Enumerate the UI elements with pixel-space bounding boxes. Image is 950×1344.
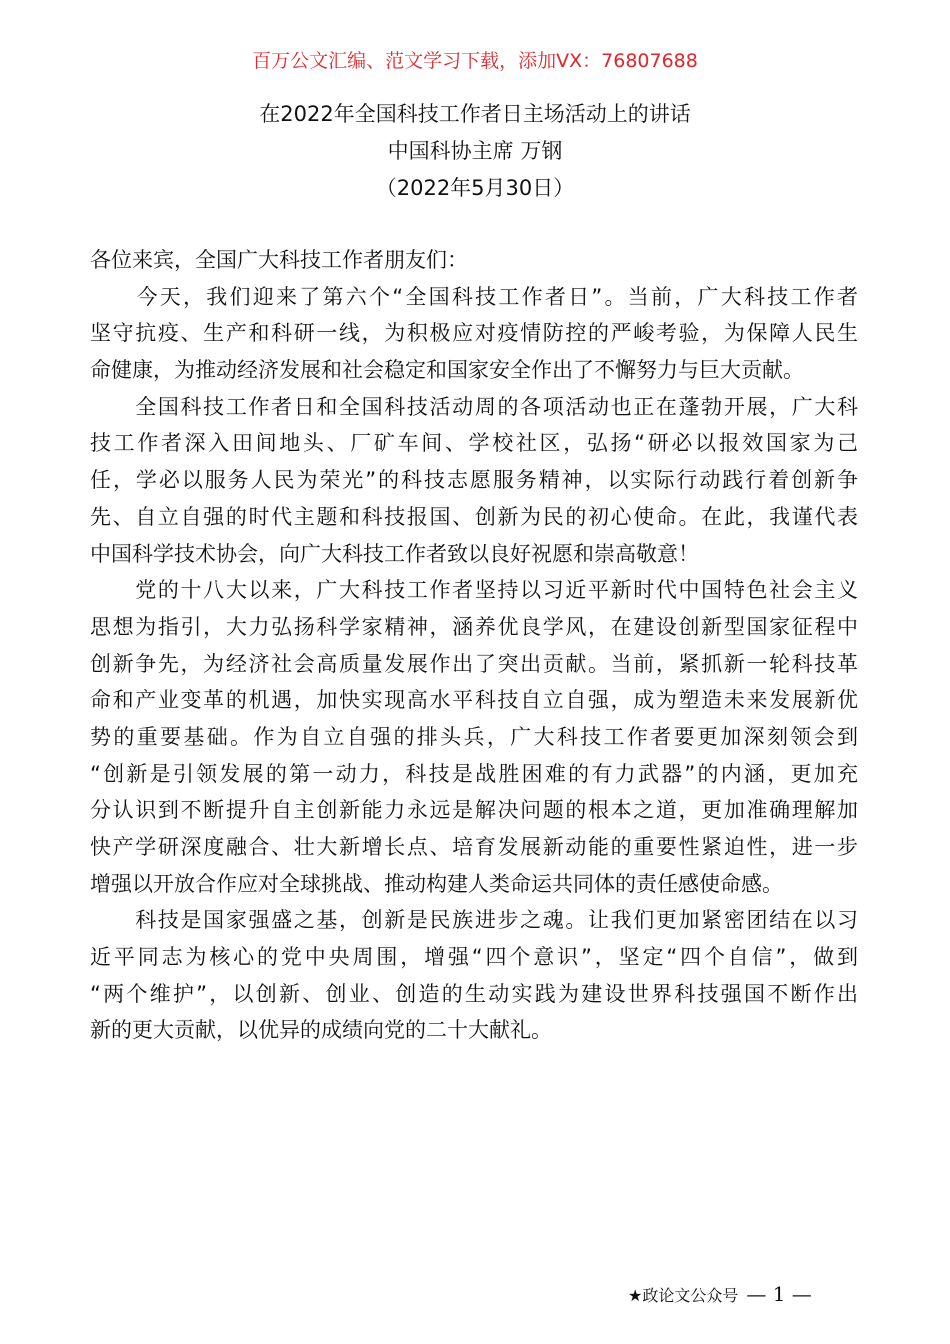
text-line: 命和产业变革的机遇，加快实现高水平科技自立自强，成为塑造未来发展新优 bbox=[90, 688, 858, 713]
text-line: 创新争先，为经济社会高质量发展作出了突出贡献。当前，紧抓新一轮科技革 bbox=[90, 651, 858, 676]
text-line: 快产学研深度融合、壮大新增长点、培育发展新动能的重要性紧迫性，进一步 bbox=[90, 835, 858, 859]
text-line: 中国科学技术协会，向广大科技工作者致以良好祝愿和崇高敬意！ bbox=[90, 541, 699, 566]
text-line: 思想为指引，大力弘扬科学家精神，涵养优良学风，在建设创新型国家征程中 bbox=[90, 614, 858, 639]
watermark-banner: 百万公文汇编、范文学习下载，添加VX：76807688 bbox=[252, 50, 698, 72]
text-line: 全国科技工作者日和全国科技活动周的各项活动也正在蓬勃开展，广大科 bbox=[90, 394, 858, 419]
page-footer bbox=[628, 1282, 812, 1306]
text-line: 各位来宾，全国广大科技工作者朋友们： bbox=[90, 248, 468, 272]
text-line: 增强以开放合作应对全球挑战、推动构建人类命运共同体的责任感使命感。 bbox=[90, 871, 783, 896]
paragraph bbox=[90, 279, 858, 389]
text-line: 科技是国家强盛之基，创新是民族进步之魂。让我们更加紧密团结在以习 bbox=[90, 908, 858, 933]
text-line: 党的十八大以来，广大科技工作者坚持以习近平新时代中国特色社会主义 bbox=[90, 578, 858, 603]
text-line: 分认识到不断提升自主创新能力永远是解决问题的根本之道，更加准确理解加 bbox=[90, 798, 858, 823]
text-line: 任，学必以服务人民为荣光”的科技志愿服务精神，以实际行动践行着创新争 bbox=[90, 468, 858, 493]
text-line: “创新是引领发展的第一动力，科技是战胜困难的有力武器”的内涵，更加充 bbox=[90, 761, 858, 786]
text-line: 先、自立自强的时代主题和科技报国、创新为民的初心使命。在此，我谨代表 bbox=[90, 504, 858, 529]
text-line: 今天，我们迎来了第六个“全国科技工作者日”。当前，广大科技工作者 bbox=[90, 284, 858, 309]
text-line: 新的更大贡献，以优异的成绩向党的二十大献礼。 bbox=[90, 1018, 552, 1043]
text-line: 技工作者深入田间地头、厂矿车间、学校社区，弘扬“研必以报效国家为己 bbox=[90, 431, 858, 456]
document-body bbox=[90, 242, 858, 1049]
document-author: 中国科协主席 万钢 bbox=[387, 139, 563, 163]
text-line: 近平同志为核心的党中央周围，增强“四个意识”，坚定“四个自信”，做到 bbox=[90, 945, 858, 970]
paragraph bbox=[90, 902, 858, 1049]
text-line: “两个维护”，以创新、创业、创造的生动实践为建设世界科技强国不断作出 bbox=[90, 981, 858, 1006]
paragraph bbox=[90, 242, 858, 279]
text-line: 坚守抗疫、生产和科研一线，为积极应对疫情防控的严峻考验，为保障人民生 bbox=[90, 321, 858, 346]
document-title: 在2022年全国科技工作者日主场活动上的讲话 bbox=[259, 102, 691, 126]
paragraph bbox=[90, 572, 858, 902]
footer-source: ★政论文公众号 bbox=[628, 1285, 739, 1305]
page-number: — 1 — bbox=[746, 1282, 812, 1306]
paragraph bbox=[90, 389, 858, 572]
text-line: 势的重要基础。作为自立自强的排头兵，广大科技工作者要更加深刻领会到 bbox=[90, 724, 858, 749]
document-date: （2022年5月30日） bbox=[375, 176, 575, 200]
text-line: 命健康，为推动经济发展和社会稳定和国家安全作出了不懈努力与巨大贡献。 bbox=[90, 358, 804, 383]
